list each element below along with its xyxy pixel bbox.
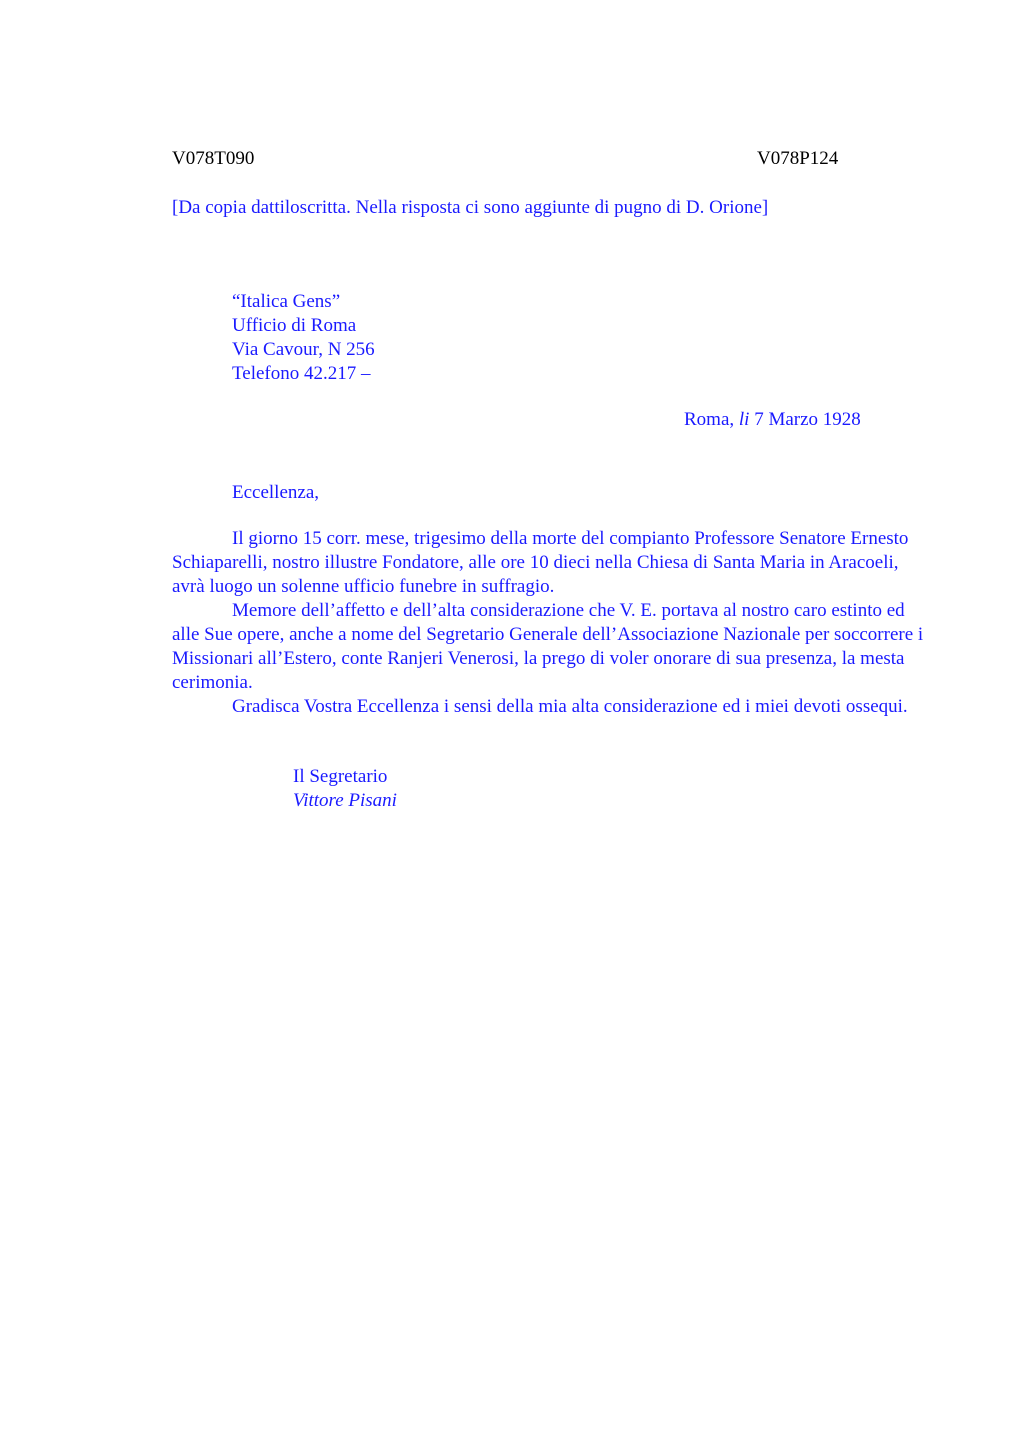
body-paragraph: Il giorno 15 corr. mese, trigesimo della morte del compianto Professore Senatore Ernesto Schiaparelli, nostro illustre Fondatore, alle ore 10 dieci nella Chiesa di Santa Maria in Aracoeli, avrà luogo un solenne ufficio funebre in suffragio. — [172, 528, 909, 597]
letter-body — [172, 527, 932, 719]
letterhead-office: Ufficio di Roma — [232, 315, 357, 336]
document-code-left: V078T090 — [172, 148, 255, 169]
letterhead-address: Via Cavour, N 256 — [232, 339, 375, 360]
signature-name: Vittore Pisani — [293, 790, 397, 811]
salutation: Eccellenza, — [232, 482, 320, 503]
body-paragraph: Gradisca Vostra Eccellenza i sensi della mia alta considerazione ed i miei devoti ossequi. — [232, 696, 908, 717]
letterhead — [232, 290, 375, 386]
letterhead-organization: “Italica Gens” — [232, 291, 341, 312]
letterhead-phone: Telefono 42.217 – — [232, 363, 371, 384]
date-li: li — [738, 409, 750, 430]
date-day: 7 Marzo 1928 — [749, 409, 861, 430]
body-paragraph: Memore dell’affetto e dell’alta considerazione che V. E. portava al nostro caro estinto ed alle Sue opere, anche a nome del Segretario Generale dell’Associazione Nazionale per soccorrere i Missionari all’Estero, conte Ranjeri Venerosi, la prego di voler onorare di sua presenza, la mesta cerimonia. — [172, 600, 924, 693]
date-place: Roma, — [684, 409, 739, 430]
letter-date — [684, 408, 861, 432]
document-code-right: V078P124 — [757, 148, 839, 169]
signature-block — [293, 765, 397, 813]
signature-title: Il Segretario — [293, 766, 388, 787]
editorial-note: [Da copia dattiloscritta. Nella risposta ci sono aggiunte di pugno di D. Orione] — [172, 197, 769, 218]
